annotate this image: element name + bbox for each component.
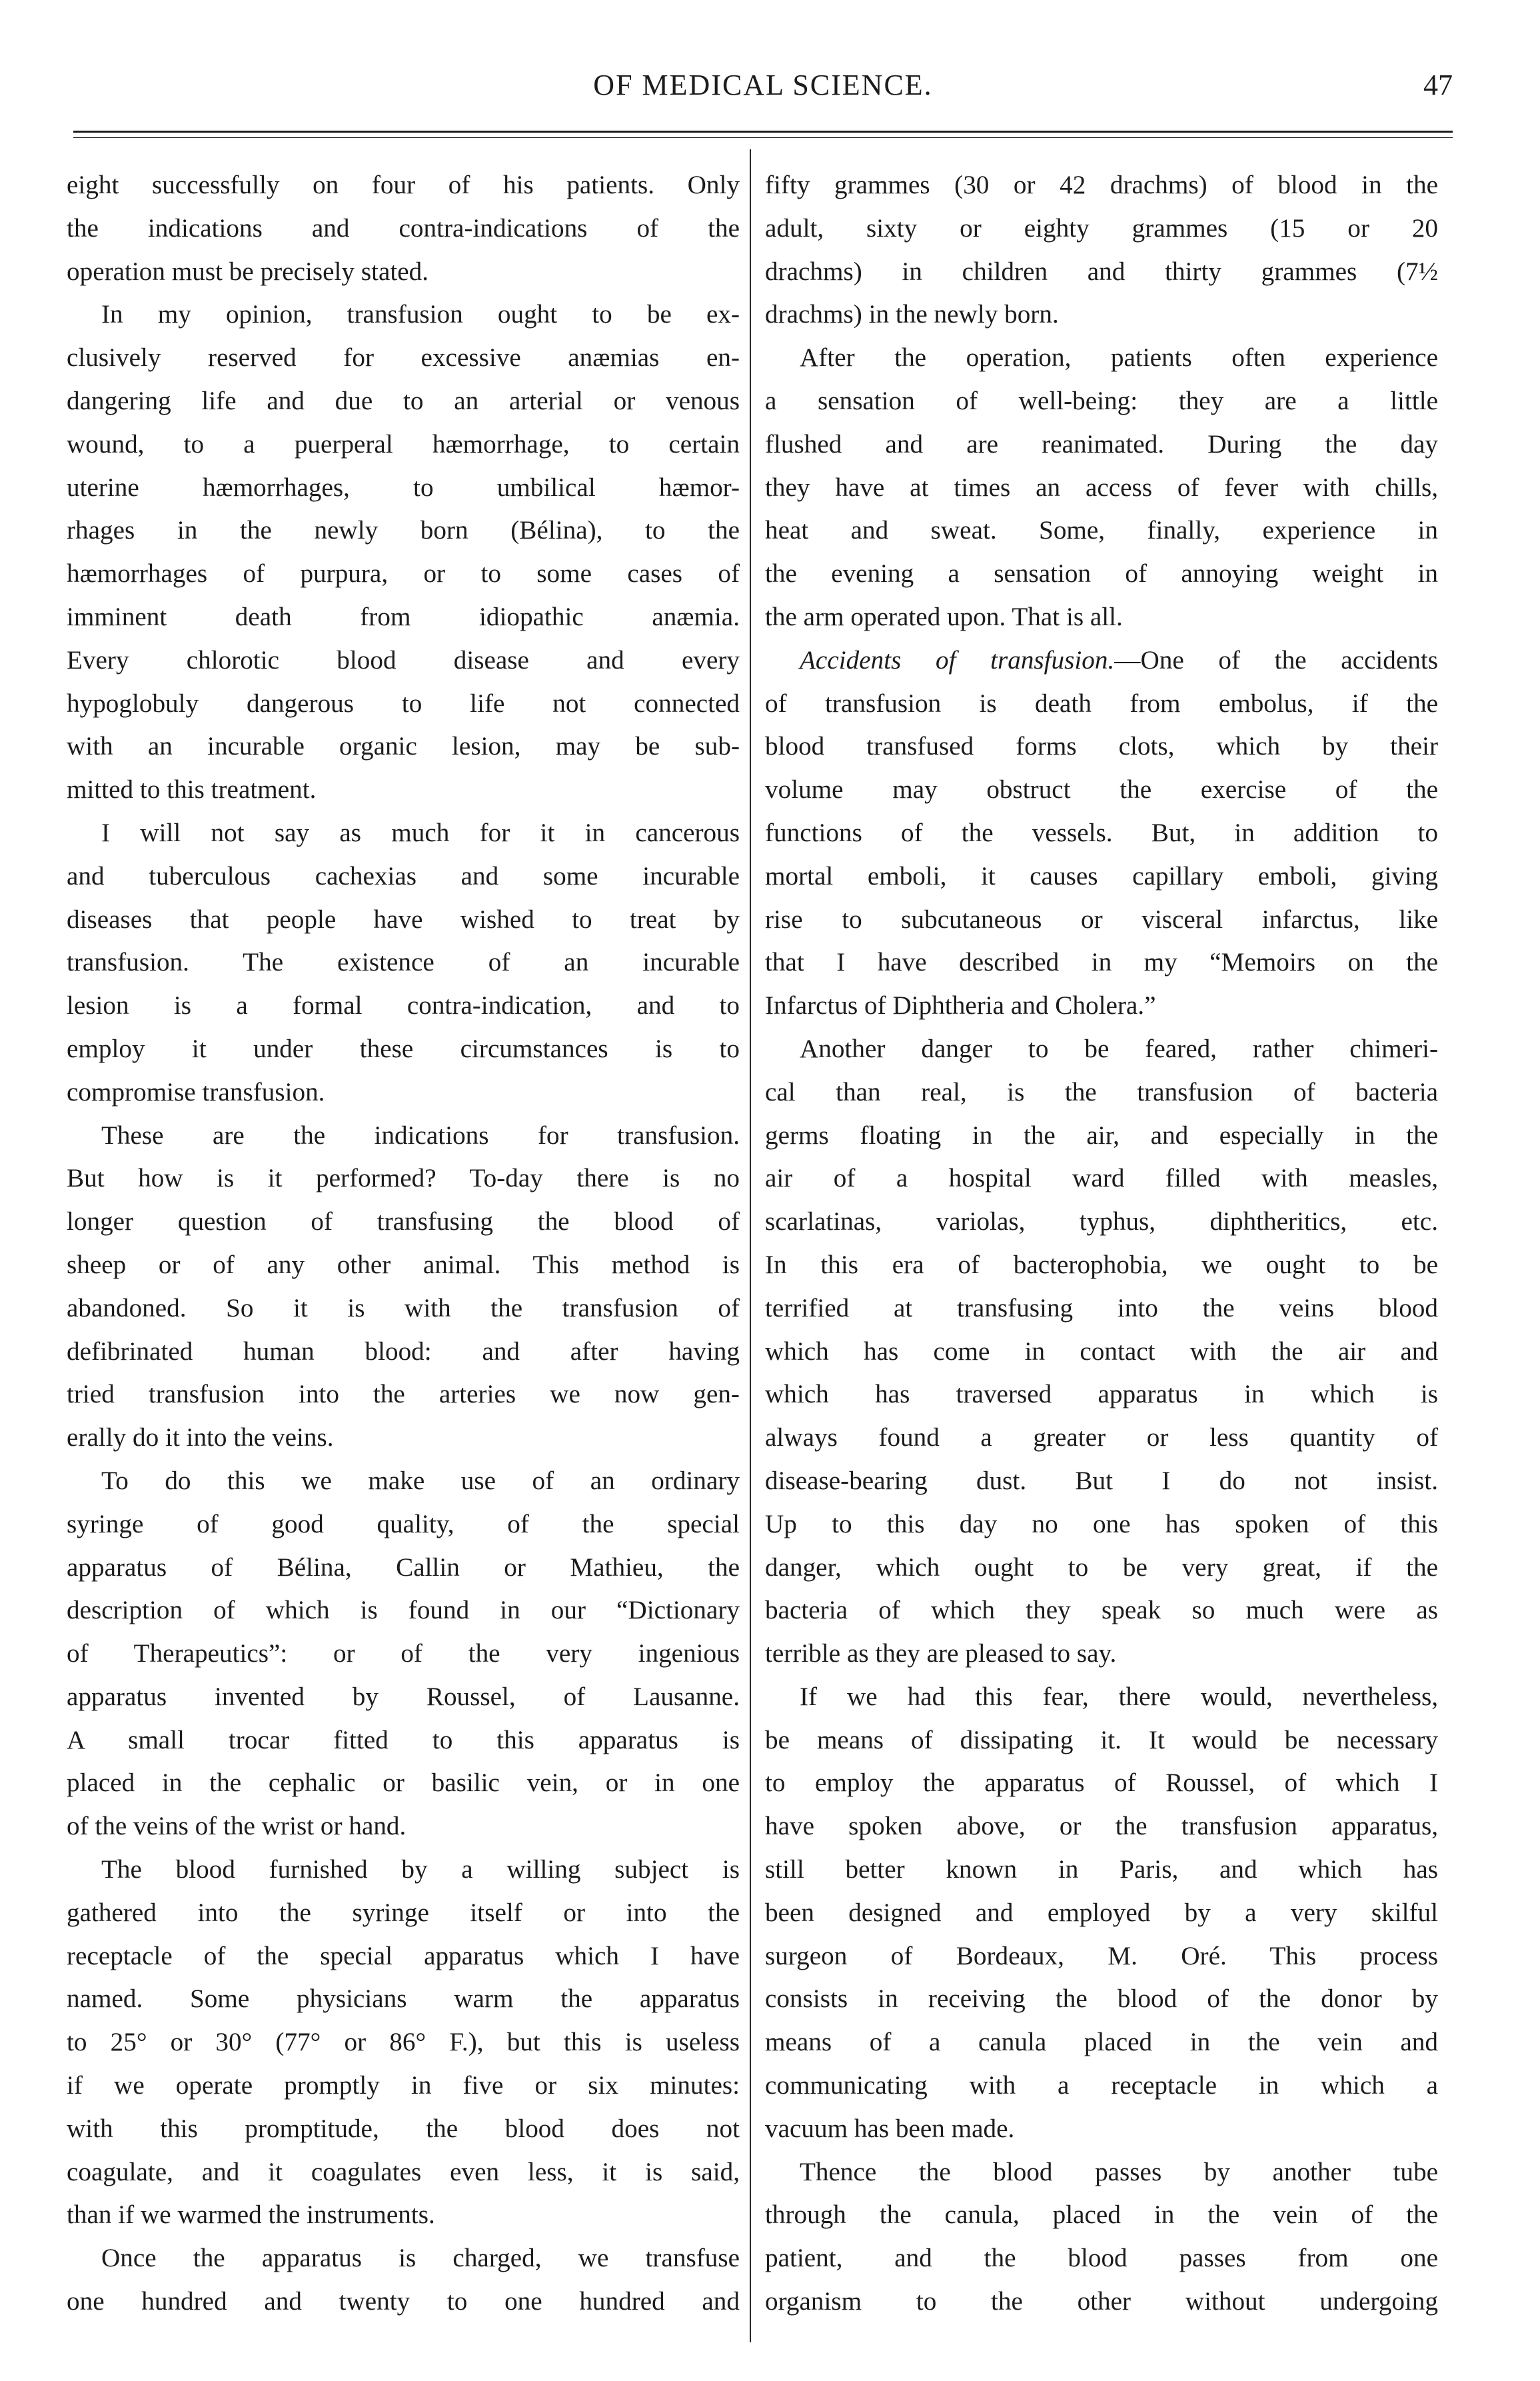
text-line: terrible as they are pleased to say. [765,1639,1117,1668]
text-line: organism to the other without undergoing [765,2287,1438,2316]
text-line: dangering life and due to an arterial or venous [67,386,740,415]
page-number: 47 [1423,69,1453,101]
text-line: lesion is a formal contra-indication, and to [67,991,740,1021]
text-line: a sensation of well-being: they are a little [765,386,1438,415]
text-line: still better known in Paris, and which has [765,1855,1438,1884]
text-line: disease-bearing dust. But I do not insist. [765,1466,1438,1495]
text-line: always found a greater or less quantity of [765,1423,1438,1452]
paragraph-start-line: I will not say as much for it in cancerous [101,818,740,847]
text-line: communicating with a receptacle in which a [765,2071,1438,2100]
text-line: fifty grammes (30 or 42 drachms) of blood in the [765,171,1438,199]
text-line: that I have described in my “Memoirs on the [765,948,1438,977]
text-line: the evening a sensation of annoying weight in [765,559,1438,589]
text-line: operation must be precisely stated. [67,257,429,286]
paragraph-start-line: After the operation, patients often experience [800,343,1438,373]
text-line: But how is it performed? To-day there is no [67,1164,740,1193]
text-line: Every chlorotic blood disease and every [67,645,740,675]
text-line: of the veins of the wrist or hand. [67,1812,406,1841]
text-line: rhages in the newly born (Bélina), to the [67,516,740,545]
text-line: to 25° or 30° (77° or 86° F.), but this is useless [67,2028,740,2057]
text-line: In this era of bacterophobia, we ought to be [765,1250,1438,1279]
text-line: hæmorrhages of purpura, or to some cases of [67,559,740,589]
text-line: hypoglobuly dangerous to life not connected [67,689,740,718]
text-line: with this promptitude, the blood does not [67,2114,740,2143]
text-line: of Therapeutics”: or of the very ingenious [67,1639,740,1668]
column-divider [750,149,751,2342]
running-head [73,60,1453,120]
text-line: drachms) in the newly born. [765,300,1059,329]
text-line: description of which is found in our “Dictionary [67,1596,740,1625]
text-line: mitted to this treatment. [67,775,317,805]
text-line: bacteria of which they speak so much were as [765,1596,1438,1625]
text-line: consists in receiving the blood of the donor by [765,1984,1438,2014]
paragraph-start-line: These are the indications for transfusion. [101,1121,740,1150]
text-line: A small trocar fitted to this apparatus is [67,1725,740,1754]
text-line: terrified at transfusing into the veins blood [765,1293,1438,1322]
section-heading: Accidents of transfusion. [800,645,1115,675]
text-line: defibrinated human blood: and after having [67,1336,740,1366]
text-line: be means of dissipating it. It would be necessary [765,1725,1438,1754]
text-run: —One of the accidents [1114,645,1438,675]
paragraph-start-line: If we had this fear, there would, nevertheless, [800,1682,1438,1711]
left-column [67,164,740,2324]
text-line: the indications and contra-indications of the [67,213,740,243]
text-line: compromise transfusion. [67,1077,325,1107]
text-line: imminent death from idiopathic anæmia. [67,602,740,631]
running-title: OF MEDICAL SCIENCE. [593,69,933,101]
text-line: apparatus of Bélina, Callin or Mathieu, the [67,1552,740,1582]
text-line: with an incurable organic lesion, may be sub- [67,732,740,761]
text-line: and tuberculous cachexias and some incurable [67,861,740,891]
text-line: air of a hospital ward filled with measles, [765,1164,1438,1193]
text-line: which has traversed apparatus in which is [765,1380,1438,1409]
text-line: tried transfusion into the arteries we now gen- [67,1380,740,1409]
text-line: placed in the cephalic or basilic vein, or in one [67,1768,740,1798]
text-line: scarlatinas, variolas, typhus, diphtheritics, etc. [765,1207,1438,1236]
text-line: through the canula, placed in the vein of the [765,2200,1438,2230]
text-line: transfusion. The existence of an incurable [67,948,740,977]
text-line: apparatus invented by Roussel, of Lausanne. [67,1682,740,1711]
paragraph-start-line: Another danger to be feared, rather chimeri- [800,1034,1438,1063]
text-line: danger, which ought to be very great, if the [765,1552,1438,1582]
text-line: been designed and employed by a very skilful [765,1898,1438,1927]
text-line: vacuum has been made. [765,2114,1015,2143]
text-line: which has come in contact with the air and [765,1336,1438,1366]
text-line: syringe of good quality, of the special [67,1509,740,1538]
text-line: they have at times an access of fever with chills, [765,473,1438,502]
text-line: named. Some physicians warm the apparatus [67,1984,740,2014]
text-line: Up to this day no one has spoken of this [765,1509,1438,1538]
right-column [765,164,1438,2324]
text-line: of transfusion is death from embolus, if the [765,689,1438,718]
text-line: eight successfully on four of his patients. Only [67,171,740,199]
text-line: wound, to a puerperal hæmorrhage, to certain [67,429,740,459]
paragraph-start-line: The blood furnished by a willing subject is [101,1855,740,1884]
text-line: coagulate, and it coagulates even less, it is said, [67,2157,740,2186]
text-line: volume may obstruct the exercise of the [765,775,1438,805]
text-line: diseases that people have wished to treat by [67,905,740,934]
text-line: heat and sweat. Some, finally, experience in [765,516,1438,545]
header-rule [73,131,1453,133]
header-rule-thin [73,137,1453,138]
text-line: drachms) in children and thirty grammes (7½ [765,257,1438,286]
text-line: germs floating in the air, and especially in the [765,1121,1438,1150]
paragraph-start-line: In my opinion, transfusion ought to be ex- [101,300,740,329]
text-line: surgeon of Bordeaux, M. Oré. This process [765,1941,1438,1970]
text-line: receptacle of the special apparatus which I have [67,1941,740,1970]
text-line: flushed and are reanimated. During the day [765,429,1438,459]
text-line: functions of the vessels. But, in addition to [765,818,1438,847]
paragraph-start-line: To do this we make use of an ordinary [101,1466,740,1495]
text-line: cal than real, is the transfusion of bacteria [765,1077,1438,1107]
text-line: adult, sixty or eighty grammes (15 or 20 [765,213,1438,243]
text-line: sheep or of any other animal. This method is [67,1250,740,1279]
text-line: erally do it into the veins. [67,1423,334,1452]
section-heading-line [765,639,1438,683]
text-line: rise to subcutaneous or visceral infarctus, like [765,905,1438,934]
text-line: means of a canula placed in the vein and [765,2028,1438,2057]
text-line: employ it under these circumstances is to [67,1034,740,1063]
paragraph-start-line: Thence the blood passes by another tube [800,2157,1438,2186]
text-line: than if we warmed the instruments. [67,2200,435,2230]
text-line: blood transfused forms clots, which by their [765,732,1438,761]
text-line: patient, and the blood passes from one [765,2244,1438,2273]
text-line: if we operate promptly in five or six minutes: [67,2071,740,2100]
paragraph-start-line: Once the apparatus is charged, we transfuse [101,2244,740,2273]
text-line: one hundred and twenty to one hundred and [67,2287,740,2316]
text-line: to employ the apparatus of Roussel, of which I [765,1768,1438,1798]
text-line: abandoned. So it is with the transfusion of [67,1293,740,1322]
text-line: gathered into the syringe itself or into the [67,1898,740,1927]
text-line: Infarctus of Diphtheria and Cholera.” [765,991,1156,1021]
text-line: clusively reserved for excessive anæmias en- [67,343,740,373]
text-line: have spoken above, or the transfusion apparatus, [765,1812,1438,1841]
text-line: uterine hæmorrhages, to umbilical hæmor- [67,473,740,502]
text-line: the arm operated upon. That is all. [765,602,1123,631]
text-line: mortal emboli, it causes capillary emboli, giving [765,861,1438,891]
text-line: longer question of transfusing the blood of [67,1207,740,1236]
